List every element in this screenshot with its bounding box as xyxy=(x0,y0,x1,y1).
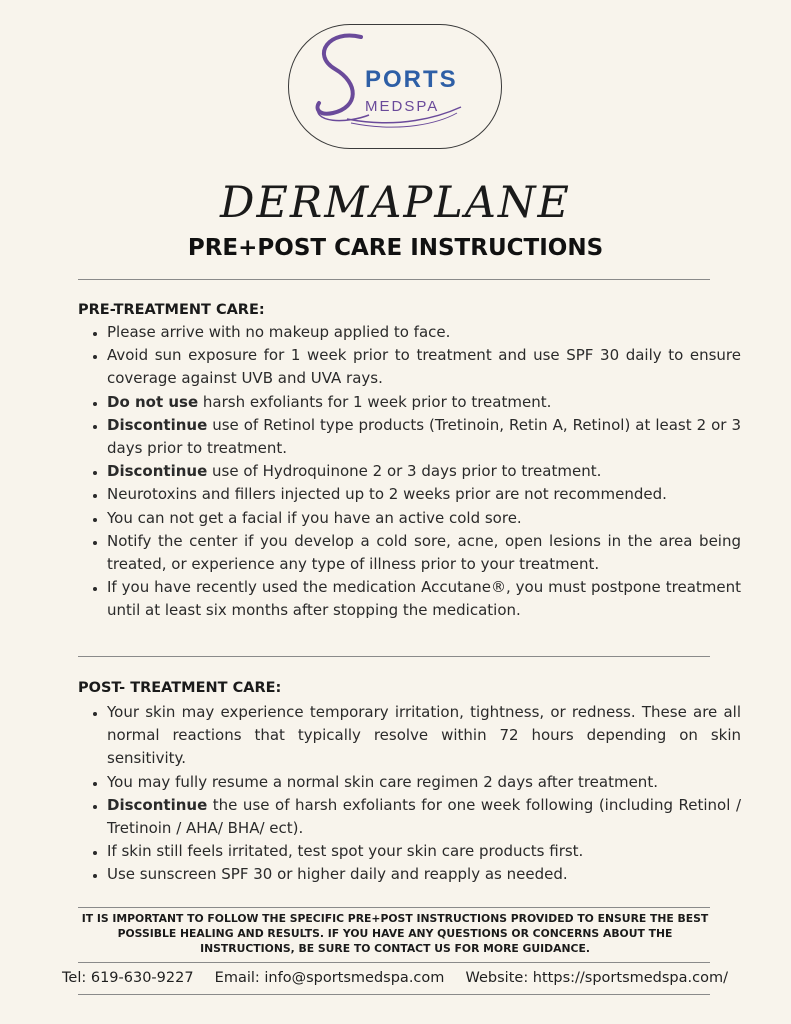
list-item-emphasis: Discontinue xyxy=(107,795,208,814)
list-item-text: Use sunscreen SPF 30 or higher daily and reapply as needed. xyxy=(107,865,568,884)
list-item xyxy=(107,794,741,840)
list-item-text: Avoid sun exposure for 1 week prior to treatment and use SPF 30 daily to ensure coverage against UVB and UVA rays. xyxy=(107,346,741,388)
instructions-notice: IT IS IMPORTANT TO FOLLOW THE SPECIFIC PRE+POST INSTRUCTIONS PROVIDED TO ENSURE THE BEST POSSIBLE HEALING AND RESULTS. IF YOU HAVE ANY QUESTIONS OR CONCERNS ABOUT THE INSTRUCTIONS, BE SURE TO CONTACT US FOR MORE GUIDANCE. xyxy=(81,912,709,955)
list-item-text: You may fully resume a normal skin care regimen 2 days after treatment. xyxy=(107,772,658,791)
list-item xyxy=(107,414,741,460)
list-item-text: use of Hydroquinone 2 or 3 days prior to treatment. xyxy=(207,462,602,481)
contact-phone: Tel: 619-630-9227 xyxy=(62,970,194,986)
logo xyxy=(288,24,502,149)
divider xyxy=(78,656,710,657)
list-item-text: Your skin may experience temporary irritation, tightness, or redness. These are all normal reactions that typically resolve within 72 hours depending on skin sensitivity. xyxy=(107,703,741,768)
divider xyxy=(78,962,710,963)
list-item xyxy=(107,483,741,506)
logo-mark xyxy=(289,25,503,150)
list-item-text: Please arrive with no makeup applied to face. xyxy=(107,323,451,341)
list-item xyxy=(107,507,741,530)
contact-footer xyxy=(62,970,728,986)
pre-treatment-heading: PRE-TREATMENT CARE: xyxy=(78,302,265,318)
post-treatment-list xyxy=(78,701,741,887)
list-item-text: use of Retinol type products (Tretinoin, Retin A, Retinol) at least 2 or 3 days prior to treatment. xyxy=(107,415,741,458)
list-item-emphasis: Discontinue xyxy=(107,462,208,481)
list-item xyxy=(107,840,741,863)
list-item-emphasis: Discontinue xyxy=(107,415,208,434)
list-item-text: Notify the center if you develop a cold sore, acne, open lesions in the area being treated, or experience any type of illness prior to your treatment. xyxy=(107,531,741,574)
list-item-text: harsh exfoliants for 1 week prior to treatment. xyxy=(198,392,552,411)
list-item-text: You can not get a facial if you have an active cold sore. xyxy=(107,508,522,527)
list-item-text: the use of harsh exfoliants for one week following (including Retinol / Tretinoin / AHA/ BHA/ ect). xyxy=(107,795,741,838)
logo-line2: MEDSPA xyxy=(365,98,440,115)
list-item xyxy=(107,530,741,576)
logo-line1: PORTS xyxy=(365,66,458,93)
list-item xyxy=(107,771,741,794)
contact-website: Website: https://sportsmedspa.com/ xyxy=(465,970,728,986)
divider xyxy=(78,994,710,995)
list-item xyxy=(107,391,741,414)
list-item-text: If skin still feels irritated, test spot your skin care products first. xyxy=(107,842,584,861)
list-item xyxy=(107,576,741,622)
list-item xyxy=(107,344,741,390)
list-item xyxy=(107,701,741,771)
divider xyxy=(78,279,710,280)
list-item xyxy=(107,321,741,344)
list-item xyxy=(107,460,741,483)
pre-treatment-list xyxy=(78,321,741,623)
page-title: DERMAPLANE xyxy=(220,178,571,228)
list-item-text: Neurotoxins and fillers injected up to 2 weeks prior are not recommended. xyxy=(107,485,667,504)
divider xyxy=(78,907,710,908)
post-treatment-heading: POST- TREATMENT CARE: xyxy=(78,680,282,696)
list-item-text: If you have recently used the medication Accutane®, you must postpone treatment until at least six months after stopping the medication. xyxy=(107,578,741,620)
contact-email: Email: info@sportsmedspa.com xyxy=(214,970,445,986)
page-subtitle: PRE+POST CARE INSTRUCTIONS xyxy=(187,235,604,261)
list-item xyxy=(107,863,741,886)
list-item-emphasis: Do not use xyxy=(107,392,199,411)
